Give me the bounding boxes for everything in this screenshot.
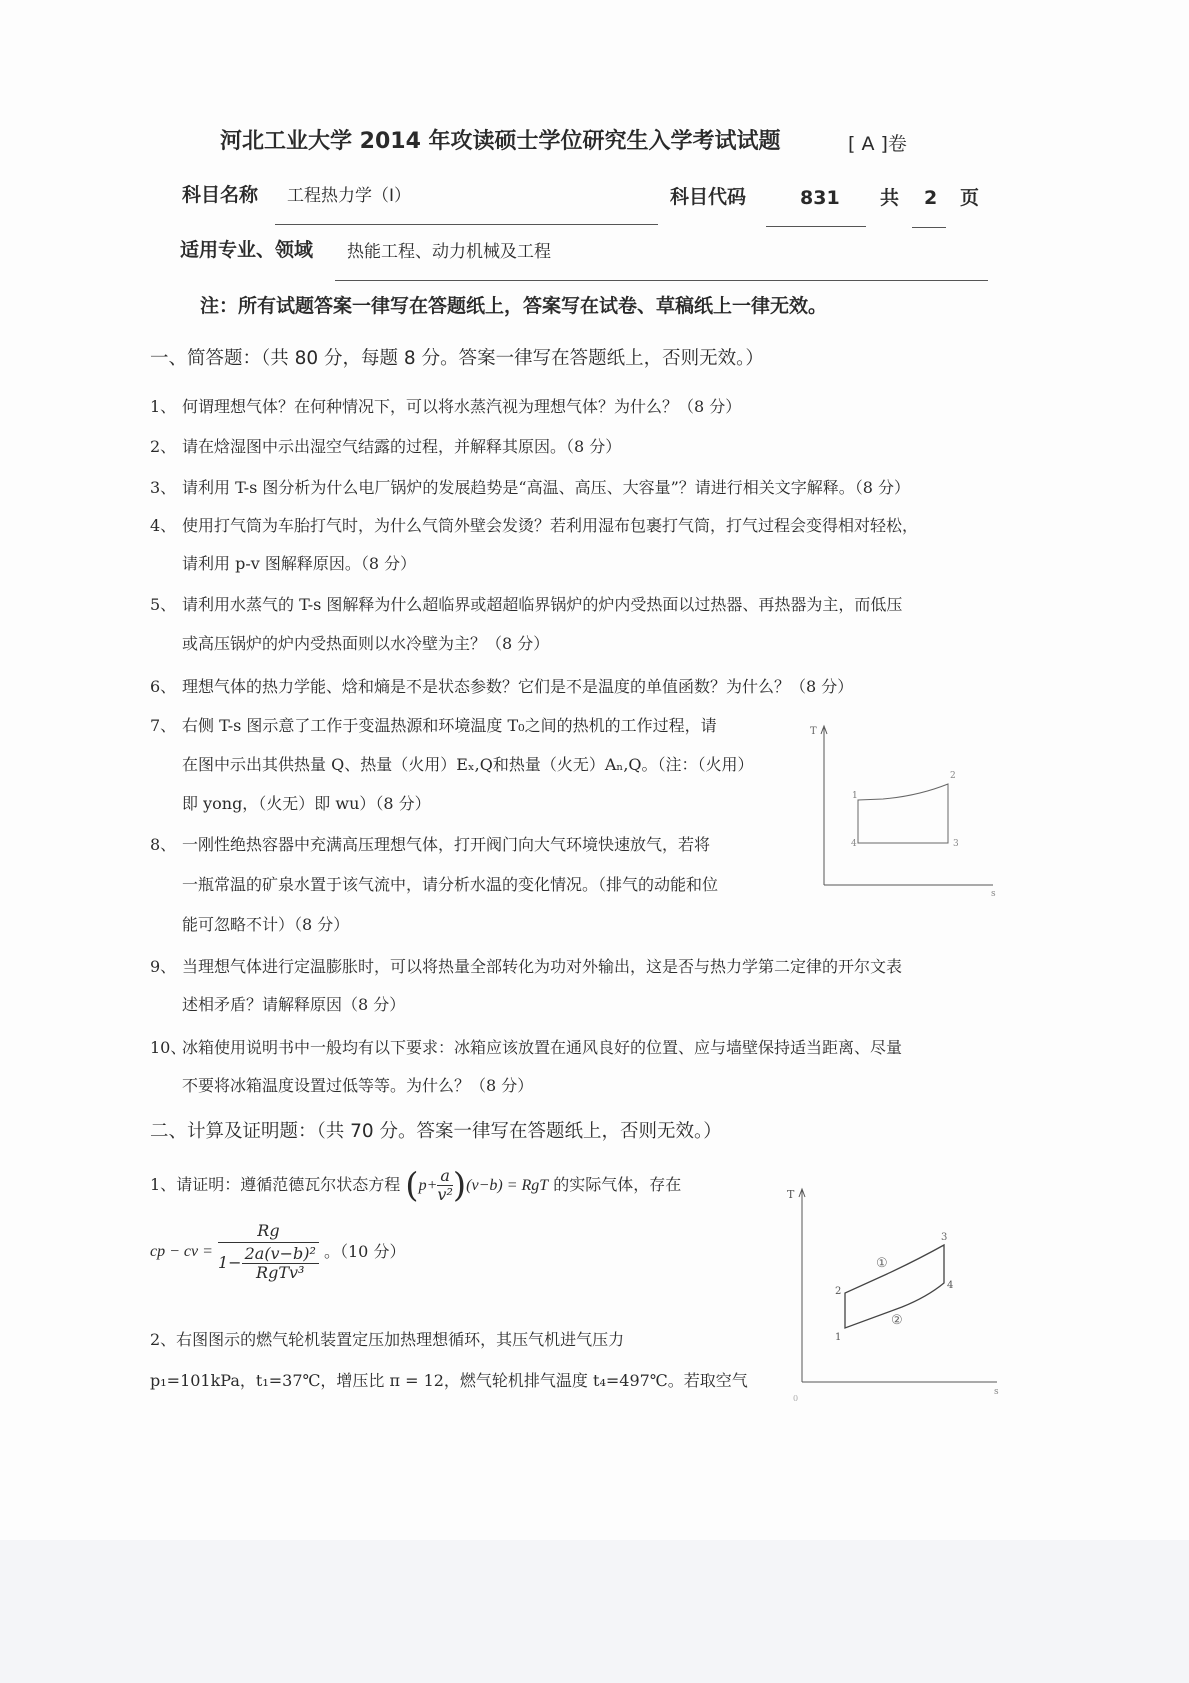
point-label: 4 [947,1280,954,1291]
formula-fraction [218,1222,319,1282]
eq-fraction [437,1167,453,1204]
exam-title: 河北工业大学 2014 年攻读硕士学位研究生入学考试试题 [220,129,781,154]
subject-code-label: 科目代码 [670,186,747,208]
section2-heading: 二、计算及证明题：（共 70 分。答案一律写在答题纸上，否则无效。） [150,1121,722,1142]
point-label: 2 [950,771,956,781]
s-axis-label: s [991,889,996,899]
inner-fraction [242,1245,319,1282]
points: 。（10 分） [324,1242,406,1261]
point-label: 3 [941,1232,948,1243]
pages-count: 2 [924,187,938,209]
denominator-one: 1− [218,1253,242,1272]
underline [766,226,866,227]
subject-code: 831 [800,187,840,209]
question-text: 一瓶常温的矿泉水置于该气流中，请分析水温的变化情况。（排气的动能和位 [182,875,719,894]
point-label: 1 [852,791,858,801]
circled-label: ② [891,1313,903,1328]
question-text: 请证明：遵循范德瓦尔状态方程 [176,1175,401,1194]
question-number: 9、 [150,957,177,976]
question-number: 7、 [150,716,177,735]
question-number: 4、 [150,516,177,535]
question-text: 何谓理想气体？在何种情况下，可以将水蒸汽视为理想气体？为什么？（8 分） [182,397,742,416]
origin-label: 0 [793,1394,799,1403]
s-axis-label: s [994,1387,999,1397]
question-text: 使用打气筒为车胎打气时，为什么气筒外壁会发烫？若利用湿布包裹打气筒，打气过程会变得相对轻松， [182,516,919,535]
underline [275,224,658,225]
point-label: 1 [835,1332,842,1343]
question-text: 请在焓湿图中示出湿空气结露的过程，并解释其原因。（8 分） [182,437,622,456]
eq-term: (v−b) = RgT [466,1177,549,1194]
question-text: 请利用水蒸气的 T-s 图解释为什么超临界或超超临界锅炉的炉内受热面以过热器、再热器为主，而低压 [182,595,903,614]
point-label: 4 [851,839,857,849]
section1-heading: 一、简答题：（共 80 分，每题 8 分。答案一律写在答题纸上，否则无效。） [150,348,764,369]
question-number: 5、 [150,595,177,614]
question-text: 请利用 T-s 图分析为什么电厂锅炉的发展趋势是“高温、高压、大容量”？请进行相关文字解释。（8 分） [182,478,911,497]
formula-lhs: cp − cv = [150,1243,213,1260]
eq-term: p+ [418,1177,438,1194]
pages-suffix: 页 [960,187,980,209]
question-text: 一刚性绝热容器中充满高压理想气体，打开阀门向大气环境快速放气，若将 [182,835,711,854]
t-axis-label: T [810,726,817,737]
question-text: 能可忽略不计）（8 分） [182,915,350,934]
notice: 注：所有试题答案一律写在答题纸上，答案写在试卷、草稿纸上一律无效。 [200,295,828,317]
numerator: 2a(v−b)² [242,1245,319,1264]
question-number: 1、 [150,397,177,416]
pages-prefix: 共 [880,187,900,209]
question-number: 1、 [150,1175,177,1194]
underline [335,280,988,281]
question-number: 6、 [150,677,177,696]
subject-name: 工程热力学（I） [287,186,412,206]
calc-question-2-line: p₁=101kPa，t₁=37℃，增压比 π = 12，燃气轮机排气温度 t₄=497℃。若取空气 [150,1371,748,1390]
calc-question-2-line: 2、右图图示的燃气轮机装置定压加热理想循环，其压气机进气压力 [150,1330,625,1349]
underline [912,227,946,228]
question-text: 的实际气体，存在 [553,1175,682,1194]
cycle-path [858,784,948,843]
question-text: 述相矛盾？请解释原因（8 分） [182,995,406,1014]
question-text: 理想气体的热力学能、焓和熵是不是状态参数？它们是不是温度的单值函数？为什么？（8 分） [182,677,854,696]
question-number: 2、 [150,437,177,456]
question-text: 不要将冰箱温度设置过低等等。为什么？（8 分） [182,1076,534,1095]
paper-type: [ A ]卷 [848,133,907,155]
t-axis-label: T [787,1188,795,1201]
ts-diagram-1 [808,720,1008,900]
question-number: 8、 [150,835,177,854]
denominator: v² [437,1185,453,1204]
numerator: Rg [218,1222,319,1243]
major: 热能工程、动力机械及工程 [347,242,551,262]
question-text: 在图中示出其供热量 Q、热量（火用）Eₓ,Q和热量（火无）Aₙ,Q。（注：（火用） [182,755,754,774]
point-label: 2 [835,1286,842,1297]
calc-question-1: 1、请证明：遵循范德瓦尔状态方程 (p+ $\frac{a}{\text{v²}}$ )(v−b) = RgT 的实际气体，存在 [150,1165,682,1206]
question-text: 冰箱使用说明书中一般均有以下要求：冰箱应该放置在通风良好的位置、应与墙壁保持适当距离、尽量 [182,1038,903,1057]
question-text: 右侧 T-s 图示意了工作于变温热源和环境温度 T₀之间的热机的工作过程，请 [182,716,717,735]
question-number: 10、 [150,1038,187,1057]
question-text: 当理想气体进行定温膨胀时，可以将热量全部转化为功对外输出，这是否与热力学第二定律的开尔文表 [182,957,903,976]
ts-diagram-2 [785,1182,1005,1407]
denominator: RgTv³ [256,1263,305,1282]
numerator: a [437,1167,453,1186]
question-text: 即 yong，（火无）即 wu）（8 分） [182,794,431,813]
subject-name-label: 科目名称 [182,184,259,206]
point-label: 3 [953,839,959,849]
question-text: 或高压锅炉的炉内受热面则以水冷壁为主？（8 分） [182,634,550,653]
formula-cp-cv [150,1222,405,1282]
circled-label: ① [876,1256,888,1271]
question-text: 请利用 p-v 图解释原因。（8 分） [182,554,417,573]
major-label: 适用专业、领域 [180,239,314,261]
question-number: 3、 [150,478,177,497]
